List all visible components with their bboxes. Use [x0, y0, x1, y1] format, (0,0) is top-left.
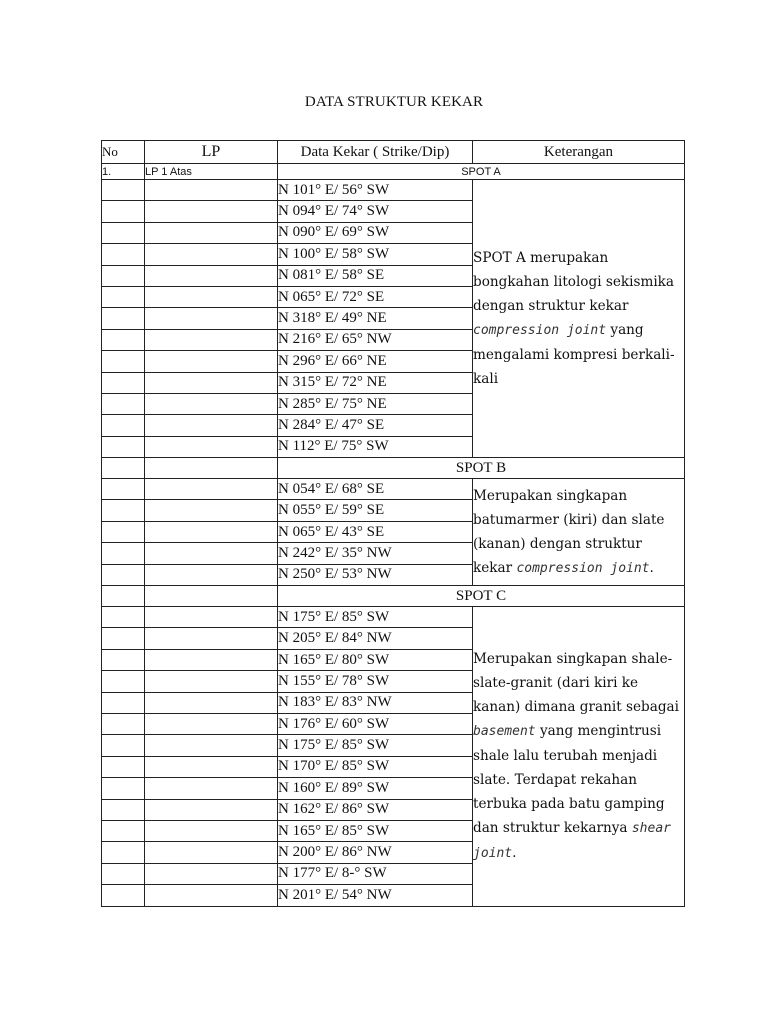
header-data-kekar: Data Kekar ( Strike/Dip) [278, 141, 473, 164]
lp-name: LP 1 Atas [145, 164, 278, 180]
empty-cell [102, 479, 145, 500]
empty-cell [145, 543, 278, 564]
empty-cell [102, 628, 145, 649]
empty-cell [102, 415, 145, 436]
empty-cell [102, 393, 145, 414]
empty-cell [145, 713, 278, 734]
empty-cell [145, 500, 278, 521]
strike-dip-value: N 176° E/ 60° SW [278, 713, 473, 734]
header-keterangan: Keterangan [473, 141, 685, 164]
keterangan-text [473, 180, 685, 458]
empty-cell [145, 222, 278, 243]
strike-dip-value: N 250° E/ 53° NW [278, 564, 473, 585]
empty-cell [145, 201, 278, 222]
strike-dip-value: N 100° E/ 58° SW [278, 244, 473, 265]
empty-cell [102, 521, 145, 542]
empty-cell [145, 244, 278, 265]
empty-cell [145, 415, 278, 436]
strike-dip-value: N 165° E/ 80° SW [278, 649, 473, 670]
strike-dip-value: N 094° E/ 74° SW [278, 201, 473, 222]
empty-cell [145, 479, 278, 500]
keterangan-part: yang mengalami kompresi berkali-kali [473, 321, 675, 387]
empty-cell [145, 885, 278, 906]
empty-cell [102, 265, 145, 286]
keterangan-italic: basement [473, 723, 536, 739]
empty-cell [145, 778, 278, 799]
empty-cell [102, 372, 145, 393]
joint-data-table [101, 140, 685, 907]
empty-cell [145, 671, 278, 692]
strike-dip-value: N 175° E/ 85° SW [278, 607, 473, 628]
spot-header: SPOT A [278, 164, 685, 180]
strike-dip-value: N 315° E/ 72° NE [278, 372, 473, 393]
strike-dip-value: N 065° E/ 72° SE [278, 286, 473, 307]
empty-cell [145, 351, 278, 372]
lp-number: 1. [102, 164, 145, 180]
strike-dip-value: N 216° E/ 65° NW [278, 329, 473, 350]
document-title: DATA STRUKTUR KEKAR [304, 94, 484, 110]
empty-cell [102, 201, 145, 222]
empty-cell [145, 329, 278, 350]
empty-cell [102, 842, 145, 863]
keterangan-text [473, 479, 685, 586]
empty-cell [102, 286, 145, 307]
empty-cell [145, 820, 278, 841]
keterangan-part: Merupakan singkapan batumarmer (kiri) dan slate (kanan) dengan struktur kekar [473, 487, 665, 576]
strike-dip-value: N 055° E/ 59° SE [278, 500, 473, 521]
empty-cell [145, 393, 278, 414]
strike-dip-value: N 081° E/ 58° SE [278, 265, 473, 286]
empty-cell [145, 308, 278, 329]
empty-cell [145, 265, 278, 286]
empty-cell [145, 458, 278, 479]
strike-dip-value: N 285° E/ 75° NE [278, 393, 473, 414]
empty-cell [145, 372, 278, 393]
keterangan-italic: compression joint [516, 560, 650, 576]
strike-dip-value: N 242° E/ 35° NW [278, 543, 473, 564]
empty-cell [102, 671, 145, 692]
empty-cell [145, 756, 278, 777]
strike-dip-value: N 090° E/ 69° SW [278, 222, 473, 243]
keterangan-part: Merupakan singkapan shale-slate-granit (dari kiri ke kanan) dimana granit sebagai [473, 650, 679, 715]
empty-cell [102, 692, 145, 713]
empty-cell [145, 286, 278, 307]
keterangan-italic: shear joint [473, 820, 671, 861]
empty-cell [102, 436, 145, 457]
spot-header: SPOT C [278, 586, 685, 607]
empty-cell [102, 713, 145, 734]
strike-dip-value: N 177° E/ 8-° SW [278, 863, 473, 884]
keterangan-text [473, 607, 685, 906]
strike-dip-value: N 101° E/ 56° SW [278, 180, 473, 201]
keterangan-italic: compression joint [473, 322, 607, 338]
empty-cell [102, 564, 145, 585]
empty-cell [145, 586, 278, 607]
empty-cell [102, 351, 145, 372]
keterangan-part: SPOT A merupakan bongkahan litologi sekismika dengan struktur kekar [473, 249, 675, 314]
table-row [102, 607, 685, 628]
spot-header: SPOT B [278, 458, 685, 479]
strike-dip-value: N 170° E/ 85° SW [278, 756, 473, 777]
empty-cell [145, 735, 278, 756]
empty-cell [145, 692, 278, 713]
empty-cell [102, 735, 145, 756]
empty-cell [102, 649, 145, 670]
empty-cell [102, 329, 145, 350]
strike-dip-value: N 175° E/ 85° SW [278, 735, 473, 756]
empty-cell [102, 607, 145, 628]
strike-dip-value: N 284° E/ 47° SE [278, 415, 473, 436]
spot-header-row [102, 458, 685, 479]
strike-dip-value: N 160° E/ 89° SW [278, 778, 473, 799]
empty-cell [145, 521, 278, 542]
strike-dip-value: N 205° E/ 84° NW [278, 628, 473, 649]
empty-cell [102, 799, 145, 820]
empty-cell [102, 180, 145, 201]
empty-cell [145, 180, 278, 201]
empty-cell [102, 308, 145, 329]
empty-cell [102, 820, 145, 841]
empty-cell [102, 458, 145, 479]
table-row [102, 479, 685, 500]
table-header-row [102, 141, 685, 164]
empty-cell [145, 436, 278, 457]
strike-dip-value: N 165° E/ 85° SW [278, 820, 473, 841]
empty-cell [145, 628, 278, 649]
empty-cell [102, 543, 145, 564]
strike-dip-value: N 201° E/ 54° NW [278, 885, 473, 906]
spot-header-row [102, 586, 685, 607]
strike-dip-value: N 200° E/ 86° NW [278, 842, 473, 863]
keterangan-part: . [512, 844, 517, 861]
strike-dip-value: N 155° E/ 78° SW [278, 671, 473, 692]
empty-cell [102, 244, 145, 265]
strike-dip-value: N 054° E/ 68° SE [278, 479, 473, 500]
strike-dip-value: N 065° E/ 43° SE [278, 521, 473, 542]
keterangan-part: yang mengintrusi shale lalu terubah menjadi slate. Terdapat rekahan terbuka pada batu gamping dan struktur kekarnya [473, 722, 665, 836]
empty-cell [102, 756, 145, 777]
empty-cell [102, 885, 145, 906]
empty-cell [145, 564, 278, 585]
empty-cell [145, 799, 278, 820]
empty-cell [102, 863, 145, 884]
strike-dip-value: N 318° E/ 49° NE [278, 308, 473, 329]
strike-dip-value: N 112° E/ 75° SW [278, 436, 473, 457]
header-lp: LP [145, 141, 278, 164]
empty-cell [102, 500, 145, 521]
empty-cell [145, 607, 278, 628]
empty-cell [145, 842, 278, 863]
empty-cell [102, 586, 145, 607]
empty-cell [145, 863, 278, 884]
keterangan-part: . [649, 559, 654, 576]
empty-cell [102, 778, 145, 799]
table-row [102, 180, 685, 201]
strike-dip-value: N 296° E/ 66° NE [278, 351, 473, 372]
strike-dip-value: N 183° E/ 83° NW [278, 692, 473, 713]
strike-dip-value: N 162° E/ 86° SW [278, 799, 473, 820]
empty-cell [102, 222, 145, 243]
lp-row [102, 164, 685, 180]
header-no: No [102, 141, 145, 164]
empty-cell [145, 649, 278, 670]
